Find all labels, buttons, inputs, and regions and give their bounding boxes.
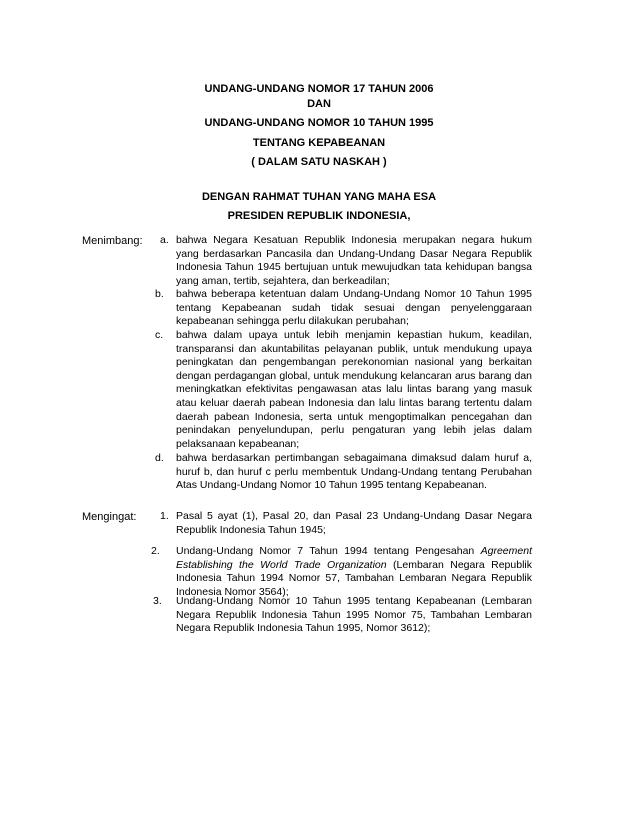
mengingat-text-3: Undang-Undang Nomor 10 Tahun 1995 tentang Kepabeanan (Lembaran Negara Republik Indonesia Tahun 1995 Nomor 75, Tambahan Lembaran Negara Republik Indonesia Tahun 1995, Nomor 3612); (176, 595, 532, 635)
mengingat-text-2-italic: Agreement Establishing the World Trade Organization (176, 545, 532, 571)
menimbang-marker-b: b. (155, 288, 164, 300)
mengingat-marker-3: 3. (153, 595, 162, 607)
title-line-3 (0, 116, 638, 131)
menimbang-text-c: bahwa dalam upaya untuk lebih menjamin kepastian hukum, keadilan, transparansi dan akuntabilitas pelayanan publik, untuk mendukung upaya peningkatan dan pengembangan perekonomian nasional yang berkaitan dengan perdagangan global, untuk mendukung kelancaran arus barang dan meningkatkan efektivitas pengawasan atas lalu lintas barang yang masuk atau keluar daerah pabean Indonesia dan lalu lintas barang tertentu dalam daerah pabean Indonesia, serta untuk mengoptimalkan pencegahan dan penindakan penyelundupan, perlu pengaturan yang lebih jelas dalam pelaksanaan kepabeanan; (176, 329, 532, 450)
mengingat-text-2-before: Undang-Undang Nomor 7 Tahun 1994 tentang Pengesahan (176, 545, 481, 557)
preamble-line-1 (0, 190, 638, 205)
menimbang-text-d: bahwa berdasarkan pertimbangan sebagaimana dimaksud dalam huruf a, huruf b, dan huruf c perlu membentuk Undang-Undang tentang Perubahan Atas Undang-Undang Nomor 10 Tahun 1995 tentang Kepabeanan. (176, 452, 532, 492)
menimbang-label: Menimbang: (82, 235, 143, 247)
menimbang-marker-c: c. (155, 329, 164, 341)
preamble-line-2 (0, 209, 638, 224)
menimbang-marker-d: d. (155, 452, 164, 464)
title-text-2: DAN (307, 98, 331, 110)
menimbang-marker-a: a. (160, 234, 169, 246)
title-text-4: TENTANG KEPABEANAN (252, 137, 386, 149)
title-text-3: UNDANG-UNDANG NOMOR 10 TAHUN 1995 (204, 117, 434, 129)
preamble-text-1: DENGAN RAHMAT TUHAN YANG MAHA ESA (201, 191, 437, 203)
title-line-5 (0, 155, 638, 170)
title-text-1: UNDANG-UNDANG NOMOR 17 TAHUN 2006 (204, 83, 434, 95)
title-line-2 (0, 97, 638, 112)
title-line-1 (0, 82, 638, 97)
mengingat-text-1: Pasal 5 ayat (1), Pasal 20, dan Pasal 23 Undang-Undang Dasar Negara Republik Indonesia Tahun 1945; (176, 510, 532, 536)
title-text-5: ( DALAM SATU NASKAH ) (251, 156, 387, 168)
mengingat-text-2 (176, 545, 532, 599)
mengingat-text-2-after: (Lembaran Negara Republik Indonesia Tahun 1994 Nomor 57, Tambahan Lembaran Negara Republik Indonesia Nomor 3564); (176, 558, 532, 598)
preamble-text-2: PRESIDEN REPUBLIK INDONESIA, (227, 210, 411, 222)
title-line-4 (0, 136, 638, 151)
mengingat-label: Mengingat: (82, 511, 137, 523)
menimbang-text-b: bahwa beberapa ketentuan dalam Undang-Undang Nomor 10 Tahun 1995 tentang Kepabeanan sudah tidak sesuai dengan penyelenggaraan kepabeanan sehingga perlu dilakukan perubahan; (176, 288, 532, 328)
menimbang-text-a: bahwa Negara Kesatuan Republik Indonesia merupakan negara hukum yang berdasarkan Pancasila dan Undang-Undang Dasar Negara Republik Indonesia Tahun 1945 bertujuan untuk mewujudkan tata kehidupan bangsa yang aman, tertib, sejahtera, dan berkeadilan; (176, 234, 532, 287)
mengingat-marker-1: 1. (160, 510, 169, 522)
mengingat-marker-2: 2. (151, 545, 160, 557)
